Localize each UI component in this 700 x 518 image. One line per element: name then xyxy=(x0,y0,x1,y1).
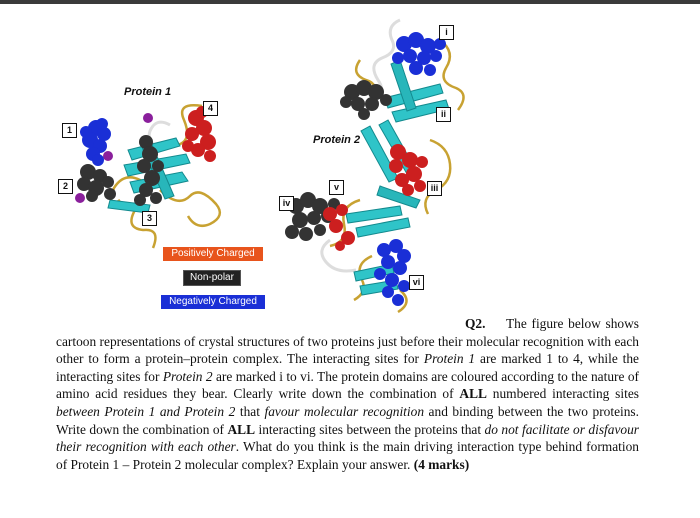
legend-positively-charged: Positively Charged xyxy=(162,246,264,262)
protein1-site-label-2: 2 xyxy=(58,179,73,194)
protein2-site-label-vi: vi xyxy=(409,275,424,290)
protein2-site-label-iii: iii xyxy=(427,181,442,196)
all-emphasis-2: ALL xyxy=(227,421,256,437)
disfavour-emphasis: do not facilitate or disfavour their recognition with each other xyxy=(56,421,639,455)
all-emphasis-1: ALL xyxy=(459,386,487,402)
question-paragraph xyxy=(56,315,639,473)
question-text-6: and binding between the two proteins. Write down the combination of xyxy=(56,403,639,437)
protein1-structure xyxy=(75,105,220,248)
protein2-ref: Protein 2 xyxy=(162,368,213,384)
question-text-8: . What do you think is the main driving interaction type behind formation of Protein 1 – Protein 2 molecular complex? Explain your answer. xyxy=(56,439,639,472)
question-text-4: numbered interacting sites xyxy=(486,386,639,402)
protein2-site-v-positive xyxy=(323,204,355,251)
protein2-site-label-i: i xyxy=(439,25,454,40)
protein1-purple-residue xyxy=(103,151,113,161)
protein1-site-label-1: 1 xyxy=(62,123,77,138)
between-proteins-emphasis: between Protein 1 and Protein 2 xyxy=(56,403,236,419)
question-text-2: are marked 1 to 4, while the interacting sites for xyxy=(56,351,639,384)
question-text-7: interacting sites between the proteins that xyxy=(255,421,485,437)
question-body xyxy=(56,315,639,473)
protein2-site-label-v: v xyxy=(329,180,344,195)
question-number: Q2. xyxy=(465,316,486,331)
protein2-site-iii-positive xyxy=(389,144,428,196)
protein2-structure xyxy=(285,20,464,312)
protein2-site-label-iv: iv xyxy=(279,196,294,211)
protein1-purple-residue xyxy=(75,193,85,203)
legend-negatively-charged: Negatively Charged xyxy=(160,294,266,310)
question-text-3: are marked i to vi. The protein domains are coloured according to the nature of amino acid residues they bear. Clearly write down the combination of xyxy=(56,368,639,402)
protein1-purple-residue xyxy=(143,113,153,123)
protein1-ref: Protein 1 xyxy=(423,351,476,367)
favour-recognition-emphasis: favour molecular recognition xyxy=(264,403,425,419)
question-text-5: that xyxy=(235,403,265,419)
protein2-loop xyxy=(440,40,464,110)
question-text-1: The figure below shows cartoon representations of crystal structures of two proteins just before their molecular recognition with each other to form a protein–protein complex. The interacting sites for xyxy=(56,316,639,367)
protein2-site-ii-nonpolar xyxy=(340,80,392,120)
protein2-title: Protein 2 xyxy=(313,134,361,146)
protein1-title: Protein 1 xyxy=(124,86,172,98)
protein1-site-label-4: 4 xyxy=(203,101,218,116)
legend-non-polar: Non-polar xyxy=(183,270,241,286)
marks-label: (4 marks) xyxy=(413,456,470,472)
protein2-loop xyxy=(425,140,450,214)
protein2-site-label-ii: ii xyxy=(436,107,451,122)
protein1-site-label-3: 3 xyxy=(142,211,157,226)
